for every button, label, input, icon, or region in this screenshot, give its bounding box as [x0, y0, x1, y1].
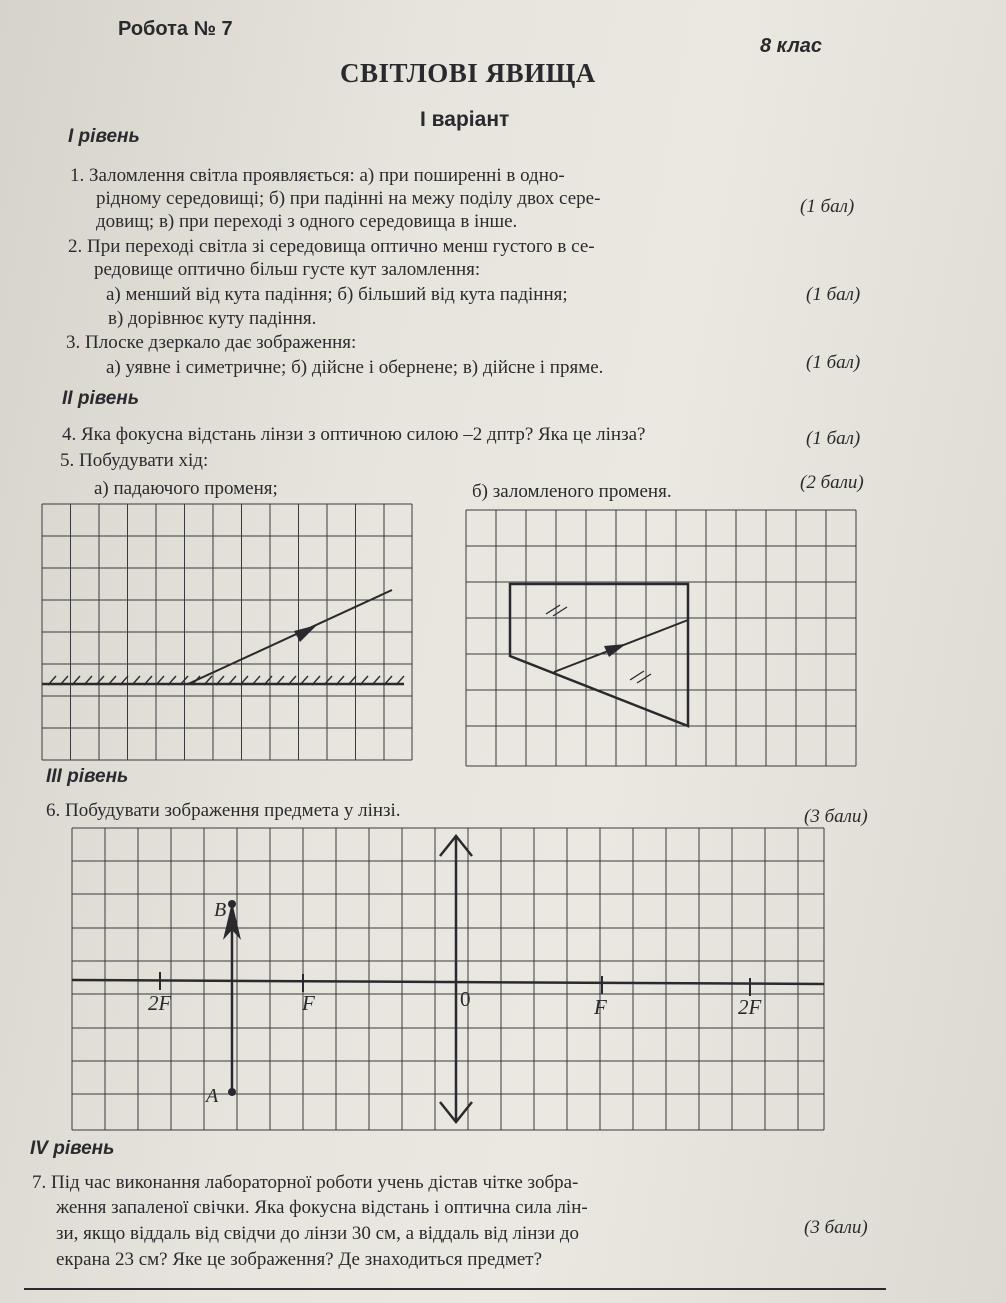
lens-diagram	[72, 828, 824, 1130]
q7-line-4: екрана 23 см? Яке це зображення? Де знаходиться предмет?	[56, 1249, 543, 1270]
q7-line-1: 7. Під час виконання лабораторної роботи учень дістав чітке зобра-	[32, 1172, 579, 1193]
ray-arrow	[294, 625, 317, 642]
q3-line-2: а) уявне і симетричне; б) дійсне і обернене; в) дійсне і пряме.	[106, 357, 604, 378]
label-left-2f: 2F	[148, 991, 172, 1015]
reflected-ray	[188, 590, 392, 684]
optical-axis	[72, 980, 824, 984]
label-right-2f: 2F	[738, 995, 762, 1019]
grade: 8 клас	[760, 35, 823, 57]
q2-line-4: в) дорівнює куту падіння.	[108, 308, 317, 329]
level-1-heading: І рівень	[68, 126, 140, 147]
q2-points: (1 бал)	[806, 284, 861, 305]
q5-part-a: а) падаючого променя;	[94, 478, 278, 499]
point-b-dot	[228, 900, 236, 908]
q3-line-1: 3. Плоске дзеркало дає зображення:	[66, 332, 357, 353]
q5-points: (2 бали)	[800, 472, 864, 493]
q1-line-3: довищ; в) при переході з одного середовища в інше.	[96, 211, 518, 232]
ray-arrow-prism	[604, 644, 626, 657]
level-2-heading: ІІ рівень	[62, 388, 140, 409]
q4-points: (1 бал)	[806, 428, 861, 449]
glass-hatch-marks	[546, 605, 651, 683]
q7-points: (3 бали)	[804, 1217, 868, 1238]
label-point-a: A	[206, 1085, 219, 1107]
page-title: СВІТЛОВІ ЯВИЩА	[340, 58, 596, 88]
q1-points: (1 бал)	[800, 196, 855, 217]
work-number: Робота № 7	[118, 18, 233, 40]
variant-title: І варіант	[420, 108, 510, 131]
level-3-heading: ІІІ рівень	[46, 766, 129, 787]
q5-text: 5. Побудувати хід:	[60, 450, 209, 471]
grid-b-lines	[466, 510, 856, 766]
q2-line-1: 2. При переході світла зі середовища оптично менш густого в се-	[68, 236, 595, 257]
q5-part-b: б) заломленого променя.	[472, 481, 672, 502]
label-origin: 0	[460, 987, 471, 1011]
q7-line-3: зи, якщо віддаль від свідчи до лінзи 30 см, а віддаль від лінзи до	[56, 1223, 580, 1244]
label-right-f: F	[594, 995, 607, 1019]
q6-text: 6. Побудувати зображення предмета у лінзі.	[46, 800, 401, 821]
q4-text: 4. Яка фокусна відстань лінзи з оптичною силою –2 дптр? Яка це лінза?	[62, 424, 646, 445]
grid-a-lines	[42, 504, 412, 760]
q2-line-2: редовище оптично більш густе кут заломлення:	[94, 259, 481, 280]
point-a-dot	[228, 1088, 236, 1096]
grid-mirror-diagram	[42, 504, 412, 760]
grid-prism-diagram	[466, 510, 856, 766]
footer-divider	[24, 1288, 886, 1290]
q6-points: (3 бали)	[804, 806, 868, 827]
q2-line-3: а) менший від кута падіння; б) більший від кута падіння;	[106, 284, 568, 305]
label-left-f: F	[302, 991, 315, 1015]
q1-line-1: 1. Заломлення світла проявляється: а) при поширенні в одно-	[70, 165, 565, 186]
q7-line-2: ження запаленої свічки. Яка фокусна відстань і оптична сила лін-	[56, 1197, 588, 1218]
q1-line-2: рідному середовищі; б) при падінні на межу поділу двох сере-	[96, 188, 601, 209]
q3-points: (1 бал)	[806, 352, 861, 373]
label-point-b: B	[214, 899, 227, 921]
level-4-heading: ІV рівень	[30, 1138, 115, 1159]
lens-grid-lines	[72, 828, 824, 1130]
